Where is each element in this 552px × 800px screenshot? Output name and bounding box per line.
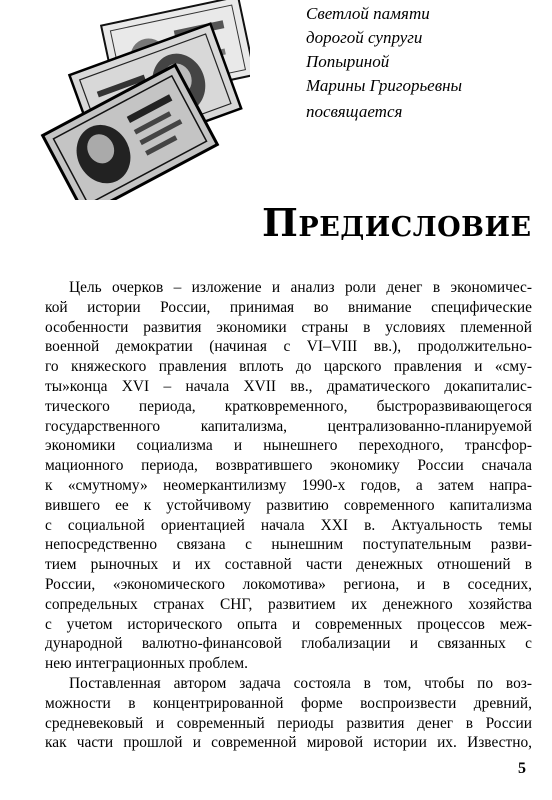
text-line: Поставленная автором задача состояла в том, чтобы по воз- (69, 674, 532, 692)
dedication-line: посвящается (306, 102, 403, 121)
paragraph (45, 278, 532, 674)
text-line: дународной валютно-финансовой глобализации и связанных с (45, 635, 532, 653)
text-line: непосредственно связана с нынешним поступательным разви- (45, 536, 532, 554)
text-line: ты»конца XVI – начала XVII вв., драматического докапиталис- (45, 377, 532, 395)
text-line: России, «экономического локомотива» региона, и в соседних, (45, 575, 532, 593)
text-line: го княжеского правления вплоть до царского правления и «сму- (45, 358, 532, 376)
dedication-line: Светлой памяти (306, 4, 430, 23)
text-line: особенности развития экономики страны в условиях племенной (45, 318, 532, 336)
text-line: с социальной ориентацией начала XXI в. Актуальность темы (45, 516, 532, 534)
text-line: как части прошлой и современной мировой истории их. Известно, (45, 734, 532, 752)
text-line: нею интеграционных проблем. (45, 655, 248, 673)
text-line: средневековый и современный периоды развития денег в России (45, 714, 532, 732)
body-text (45, 278, 532, 753)
dedication (306, 2, 546, 124)
text-line: экономики социализма и нынешнего переходного, трансфор- (45, 437, 532, 455)
paragraph (45, 674, 532, 753)
text-line: с учетом исторического опыта и современных процессов меж- (45, 615, 532, 633)
page-number: 5 (518, 760, 526, 777)
banknotes-illustration (40, 0, 250, 200)
text-line: Цель очерков – изложение и анализ роли денег в экономичес- (69, 279, 532, 296)
text-line: можности в концентрированной форме воспроизвести древний, (45, 694, 532, 712)
text-line: кой истории России, принимая во внимание специфические (45, 298, 532, 316)
dedication-line: Попыриной (306, 52, 390, 71)
banknotes-icon (40, 0, 250, 200)
text-line: тического периода, кратковременного, быстроразвивающегося (45, 397, 532, 415)
dedication-line: Марины Григорьевны (306, 76, 463, 95)
text-line: военной демократии (начиная с VI–VIII вв.), продолжительно- (45, 338, 532, 356)
text-line: к «смутному» неомеркантилизму 1990-х годов, а затем напра- (45, 476, 532, 494)
text-line: сопредельных странах СНГ, развитием их денежного хозяйства (45, 595, 532, 613)
text-line: государственного капитализма, централизованно-планируемой (45, 417, 532, 435)
text-line: тием рыночных и их составной части денежных отношений в (45, 556, 532, 574)
dedication-line: дорогой супруги (306, 28, 423, 47)
page-title: Предисловие (262, 200, 532, 245)
text-line: мационного периода, возвратившего экономику России сначала (45, 457, 532, 475)
text-line: вившего ее к устойчивому развитию современного капитализма (45, 496, 532, 514)
